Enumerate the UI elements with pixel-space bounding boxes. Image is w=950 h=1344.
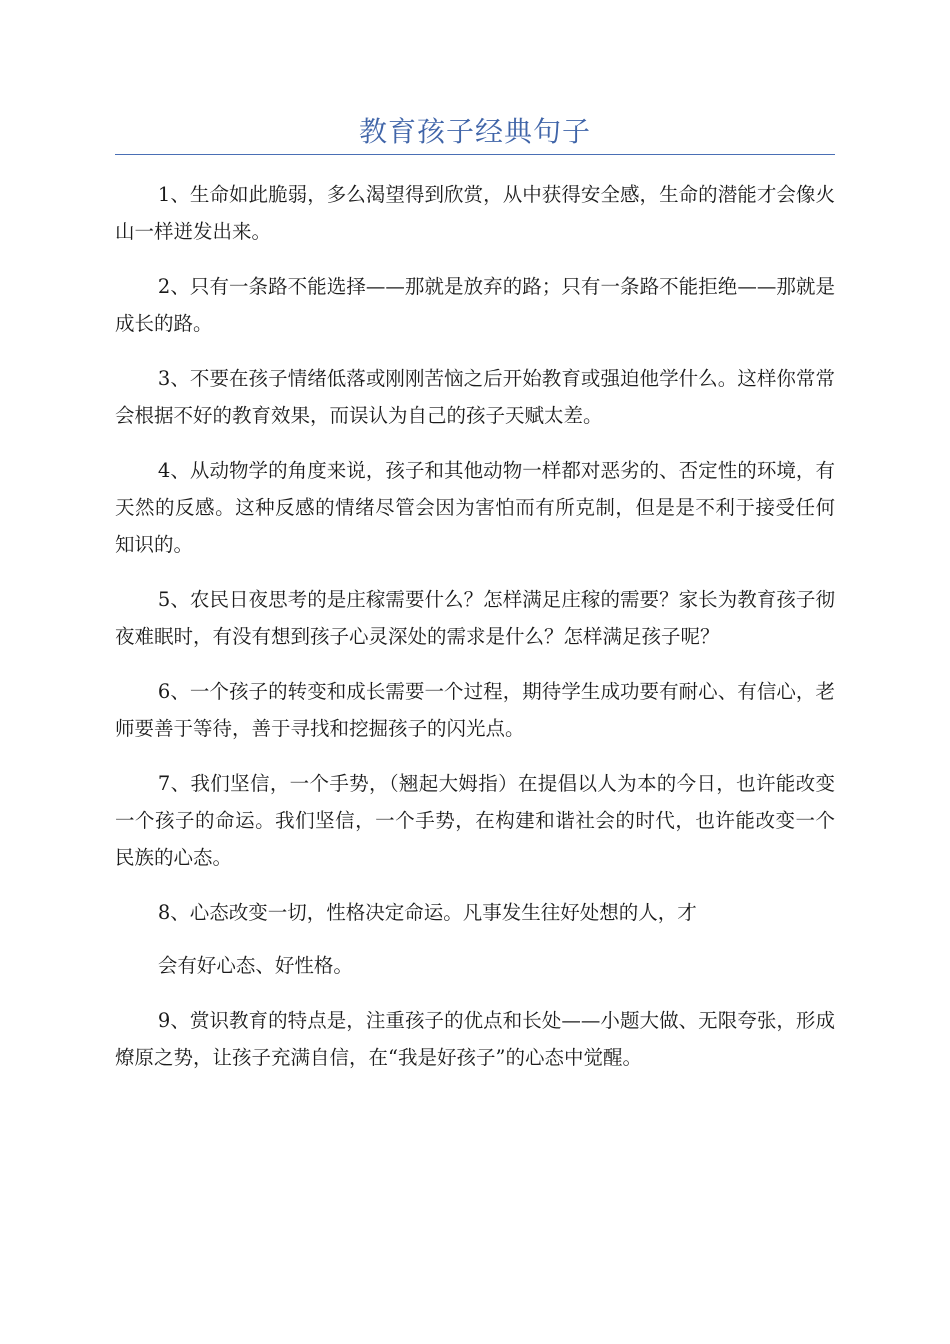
paragraph-4: 4、从动物学的角度来说，孩子和其他动物一样都对恶劣的、否定性的环境，有天然的反感。这种反感的情绪尽管会因为害怕而有所克制，但是是不利于接受任何知识的。 bbox=[115, 459, 835, 556]
paragraph-7: 7、我们坚信，一个手势，（翘起大姆指）在提倡以人为本的今日，也许能改变一个孩子的命运。我们坚信，一个手势，在构建和谐社会的时代，也许能改变一个民族的心态。 bbox=[115, 772, 835, 869]
document-body bbox=[115, 176, 835, 1094]
title-underline bbox=[115, 154, 835, 155]
document-title: 教育孩子经典句子 bbox=[358, 115, 591, 148]
paragraph-2: 2、只有一条路不能选择——那就是放弃的路；只有一条路不能拒绝——那就是成长的路。 bbox=[115, 275, 835, 335]
paragraph-8: 8、心态改变一切，性格决定命运。凡事发生往好处想的人，才 bbox=[157, 901, 697, 924]
paragraph-6: 6、一个孩子的转变和成长需要一个过程，期待学生成功要有耐心、有信心，老师要善于等待，善于寻找和挖掘孩子的闪光点。 bbox=[115, 680, 835, 740]
paragraph-3: 3、不要在孩子情绪低落或刚刚苦恼之后开始教育或强迫他学什么。这样你常常会根据不好的教育效果，而误认为自己的孩子天赋太差。 bbox=[115, 367, 835, 427]
paragraph-5: 5、农民日夜思考的是庄稼需要什么？怎样满足庄稼的需要？家长为教育孩子彻夜难眠时，有没有想到孩子心灵深处的需求是什么？怎样满足孩子呢？ bbox=[115, 588, 835, 648]
paragraph-8-continuation: 会有好心态、好性格。 bbox=[157, 954, 353, 977]
paragraph-1: 1、生命如此脆弱，多么渴望得到欣赏，从中获得安全感，生命的潜能才会像火山一样迸发出来。 bbox=[115, 183, 835, 243]
paragraph-9: 9、赏识教育的特点是，注重孩子的优点和长处——小题大做、无限夸张，形成燎原之势，让孩子充满自信，在“我是好孩子”的心态中觉醒。 bbox=[115, 1009, 835, 1069]
